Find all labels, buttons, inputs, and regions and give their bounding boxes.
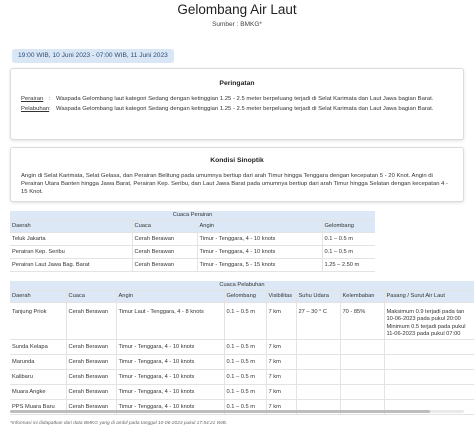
table-cell <box>384 339 474 354</box>
table-cell <box>340 369 384 384</box>
table-cell: Teluk Jakarta <box>10 232 132 245</box>
warning-item-text: Waspada Gelombang laut kategori Sedang dengan ketinggian 1.25 - 2.5 meter berpeluang terjadi di Selat Karimata dan Laut Jawa bagian Barat. <box>56 96 434 102</box>
pelabuhan-table-caption: Cuaca Pelabuhan <box>10 281 474 290</box>
warning-item-separator: : <box>49 96 51 102</box>
synoptic-card <box>10 147 464 202</box>
table-cell <box>340 339 384 354</box>
warning-title: Peringatan <box>219 80 255 87</box>
table-cell: Timur - Tenggara, 4 - 10 knots <box>197 245 322 258</box>
column-header: Cuaca <box>132 220 197 232</box>
table-row <box>10 339 474 354</box>
tide-info-cell: Maksimum 0.9 terjadi pada tan 10-06-2023 pada pukul 20:00 Minimum 0.5 terjadi pada pukul 11-06-2023 pada pukul 07:00 <box>384 302 474 339</box>
table-cell: 0.1 – 0.5 m <box>224 339 266 354</box>
column-header: Visibilitas <box>266 290 296 302</box>
table-cell <box>296 384 340 399</box>
table-cell <box>340 384 384 399</box>
table-cell <box>384 369 474 384</box>
table-cell: Cerah Berawan <box>132 232 197 245</box>
page-source: Sumber : BMKG* <box>212 21 262 28</box>
table-cell: Cerah Berawan <box>132 245 197 258</box>
table-cell: 7 km <box>266 302 296 339</box>
table-cell: Timur Laut - Tenggara, 4 - 8 knots <box>116 302 224 339</box>
table-cell <box>384 354 474 369</box>
column-header: Angin <box>116 290 224 302</box>
table-cell: Cerah Berawan <box>66 369 116 384</box>
table-cell: Cerah Berawan <box>66 302 116 339</box>
column-header: Pasang / Surut Air Laut <box>384 290 474 302</box>
table-cell: 0.1 – 0.5 m <box>224 354 266 369</box>
table-cell: Timur - Tenggara, 4 - 10 knots <box>116 369 224 384</box>
table-cell <box>296 339 340 354</box>
warning-item-separator: : <box>49 106 51 112</box>
horizontal-scrollbar[interactable] <box>10 410 464 413</box>
table-row <box>10 384 474 399</box>
table-row <box>10 258 375 271</box>
table-cell: Sunda Kelapa <box>10 339 66 354</box>
table-cell: 0.1 – 0.5 m <box>322 245 375 258</box>
table-cell <box>340 354 384 369</box>
date-range-badge: 19:00 WIB, 10 Juni 2023 - 07:00 WIB, 11 Juni 2023 <box>12 49 174 63</box>
synoptic-title: Kondisi Sinoptik <box>210 157 264 164</box>
footnote: *Informasi ini didapatkan dari data BMKG yang di ambil pada tanggal 10-06-2023 pukul 17:54:21 WIB. <box>10 421 228 426</box>
warning-item <box>11 105 463 113</box>
table-cell: 7 km <box>266 369 296 384</box>
table-cell: 27 – 30 ° C <box>296 302 340 339</box>
table-cell: Marunda <box>10 354 66 369</box>
table-cell: 0.1 – 0.5 m <box>224 302 266 339</box>
table-row <box>10 232 375 245</box>
column-header: Angin <box>197 220 322 232</box>
table-cell: Cerah Berawan <box>132 258 197 271</box>
table-row <box>10 369 474 384</box>
column-header: Suhu Udara <box>296 290 340 302</box>
column-header: Gelombang <box>322 220 375 232</box>
perairan-table-caption: Cuaca Perairan <box>10 211 375 220</box>
table-cell: 7 km <box>266 399 296 414</box>
table-cell: Timur - Tenggara, 4 - 10 knots <box>116 399 224 414</box>
table-row <box>10 302 474 339</box>
table-cell: 0.1 – 0.5 m <box>322 232 375 245</box>
table-cell: 70 - 85% <box>340 302 384 339</box>
table-cell: Cerah Berawan <box>66 399 116 414</box>
table-cell: Timur - Tenggara, 4 - 10 knots <box>116 339 224 354</box>
table-cell: Timur - Tenggara, 4 - 10 knots <box>197 232 322 245</box>
table-cell: 7 km <box>266 339 296 354</box>
table-row <box>10 354 474 369</box>
column-header: Cuaca <box>66 290 116 302</box>
table-cell: Perairan Kep. Seribu <box>10 245 132 258</box>
table-cell: Kalibaru <box>10 369 66 384</box>
table-cell: Timur - Tenggara, 4 - 10 knots <box>116 354 224 369</box>
table-cell: Muara Angke <box>10 384 66 399</box>
table-cell <box>296 369 340 384</box>
table-cell: Tanjung Priok <box>10 302 66 339</box>
table-cell: Cerah Berawan <box>66 384 116 399</box>
table-cell: Timur - Tenggara, 5 - 15 knots <box>197 258 322 271</box>
warning-item-label[interactable]: Pelabuhan <box>21 106 50 112</box>
table-cell: Cerah Berawan <box>66 354 116 369</box>
table-cell: 0.1 – 0.5 m <box>224 369 266 384</box>
table-cell <box>384 384 474 399</box>
pelabuhan-weather-table <box>10 281 474 415</box>
table-cell: 7 km <box>266 384 296 399</box>
column-header: Gelombang <box>224 290 266 302</box>
perairan-weather-table <box>10 211 375 272</box>
table-cell: Perairan Laut Jawa Bag. Barat <box>10 258 132 271</box>
table-cell <box>296 354 340 369</box>
table-cell: 7 km <box>266 354 296 369</box>
warning-item-label[interactable]: Perairan <box>21 96 44 102</box>
warning-card <box>10 68 464 140</box>
table-cell: 1.25 – 2.50 m <box>322 258 375 271</box>
table-cell: 0.1 – 0.5 m <box>224 399 266 414</box>
page-title: Gelombang Air Laut <box>177 2 297 17</box>
warning-item <box>11 95 463 103</box>
table-row <box>10 245 375 258</box>
warning-item-text: Waspada Gelombang laut kategori Sedang dengan ketinggian 1.25 - 2.5 meter berpeluang terjadi di Selat Karimata dan Laut Jawa bagian Barat. <box>56 106 434 112</box>
column-header: Kelembaban <box>340 290 384 302</box>
scrollbar-thumb[interactable] <box>10 410 430 413</box>
column-header: Daerah <box>10 290 66 302</box>
table-cell: PPS Muara Baru <box>10 399 66 414</box>
table-cell: Cerah Berawan <box>66 339 116 354</box>
synoptic-text: Angin di Selat Karimata, Selat Gelasa, dan Perairan Belitung pada umumnya bertiup dari arah Timur hingga Tenggara dengan kecepatan 5 - 20 Knot. Angin di Perairan Utara Banten hingga Jawa Barat, Perairan Kep. Seribu, dan Laut Jawa Barat pada umumnya bertiup dari arah Timur hingga Selatan dengan kecepatan 4 - 15 Knot. <box>21 173 449 195</box>
table-cell: Timur - Tenggara, 4 - 10 knots <box>116 384 224 399</box>
table-cell: 0.1 – 0.5 m <box>224 384 266 399</box>
column-header: Daerah <box>10 220 132 232</box>
